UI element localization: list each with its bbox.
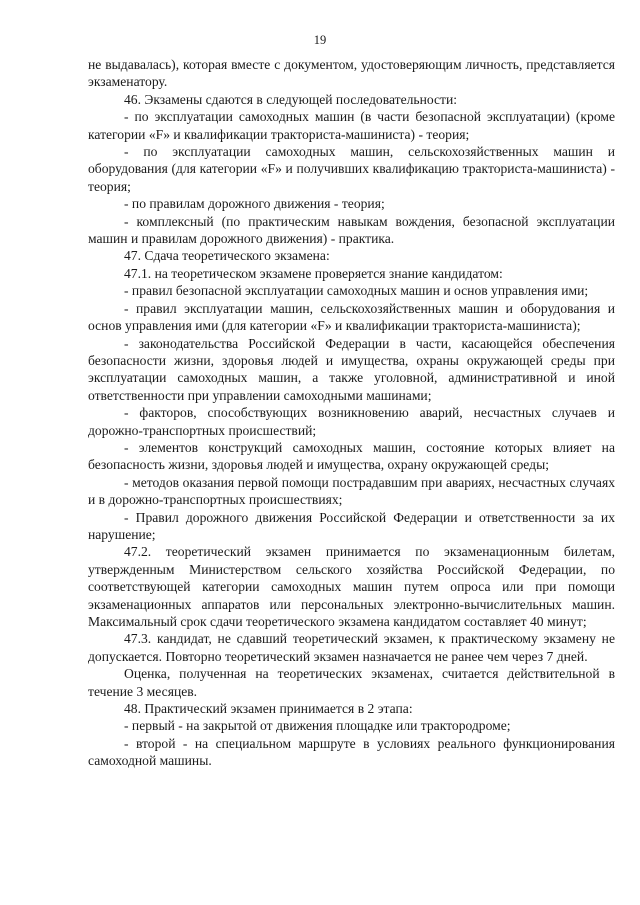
list-item-46-theory-traffic-rules: - по правилам дорожного движения - теория; xyxy=(124,196,385,212)
list-item-46-theory-category-f: - по эксплуатации самоходных машин, сельскохозяйственных машин и оборудования (для категории «F» и получивших квалификацию тракториста-машиниста) - теория; xyxy=(88,144,615,194)
paragraph-48: 48. Практический экзамен принимается в 2 этапа: xyxy=(124,701,413,717)
paragraph-continuation: не выдавалась), которая вместе с документом, удостоверяющим личность, представляется экзаменатору. xyxy=(88,57,615,90)
paragraph-47-1: 47.1. на теоретическом экзамене проверяется знание кандидатом: xyxy=(124,265,503,281)
paragraph-47-2: 47.2. теоретический экзамен принимается по экзаменационным билетам, утвержденным Министерством сельского хозяйства Российской Федерации, по соответствующей категории самоходных машин путем опроса или при помощи экзаменационных аппаратов или персональных электронно-вычислительных машин. Максимальный срок сдачи теоретического экзамена кандидатом составляет 40 минут; xyxy=(88,544,615,629)
list-item-47-1-first-aid: - методов оказания первой помощи пострадавшим при авариях, несчастных случаях и в дорожно-транспортных происшествиях; xyxy=(88,474,615,508)
list-item-47-1-accident-factors: - факторов, способствующих возникновению аварий, несчастных случаев и дорожно-транспортных происшествий; xyxy=(88,405,615,438)
document-body xyxy=(88,56,615,770)
paragraph-47-3: 47.3. кандидат, не сдавший теоретический экзамен, к практическому экзамену не допускается. Повторно теоретический экзамен назначается не ранее чем через 7 дней. xyxy=(88,631,615,664)
list-item-46-theory-operation: - по эксплуатации самоходных машин (в части безопасной эксплуатации) (кроме категории «F» и квалификации тракториста-машиниста) - теория; xyxy=(88,109,615,142)
paragraph-47: 47. Сдача теоретического экзамена: xyxy=(124,248,330,264)
list-item-47-1-traffic-rules: - Правил дорожного движения Российской Федерации и ответственности за их нарушение; xyxy=(88,509,615,542)
list-item-47-1-legislation: - законодательства Российской Федерации в части, касающейся обеспечения безопасности жизни, здоровья людей и имущества, охраны окружающей среды при эксплуатации самоходных машин, а также уголовной, административной и иной ответственности при управлении самоходными машинами; xyxy=(88,335,615,403)
list-item-48-first-stage: - первый - на закрытой от движения площадке или трактородроме; xyxy=(124,718,511,734)
page-number: 19 xyxy=(313,33,327,47)
list-item-48-second-stage: - второй - на специальном маршруте в условиях реального функционирования самоходной машины. xyxy=(88,735,615,769)
list-item-46-practice-complex: - комплексный (по практическим навыкам вождения, безопасной эксплуатации машин и правилам дорожного движения) - практика. xyxy=(88,213,615,247)
paragraph-validity: Оценка, полученная на теоретических экзаменах, считается действительной в течение 3 месяцев. xyxy=(88,666,615,699)
paragraph-46: 46. Экзамены сдаются в следующей последовательности: xyxy=(124,91,458,107)
list-item-47-1-agri-machines: - правил эксплуатации машин, сельскохозяйственных машин и оборудования и основ управления ими (для категории «F» и квалификации тракториста-машиниста); xyxy=(88,300,615,334)
list-item-47-1-safe-operation: - правил безопасной эксплуатации самоходных машин и основ управления ими; xyxy=(124,283,589,299)
list-item-47-1-construction: - элементов конструкций самоходных машин, состояние которых влияет на безопасность жизни, здоровья людей и имущества, охрану окружающей среды; xyxy=(88,439,615,473)
